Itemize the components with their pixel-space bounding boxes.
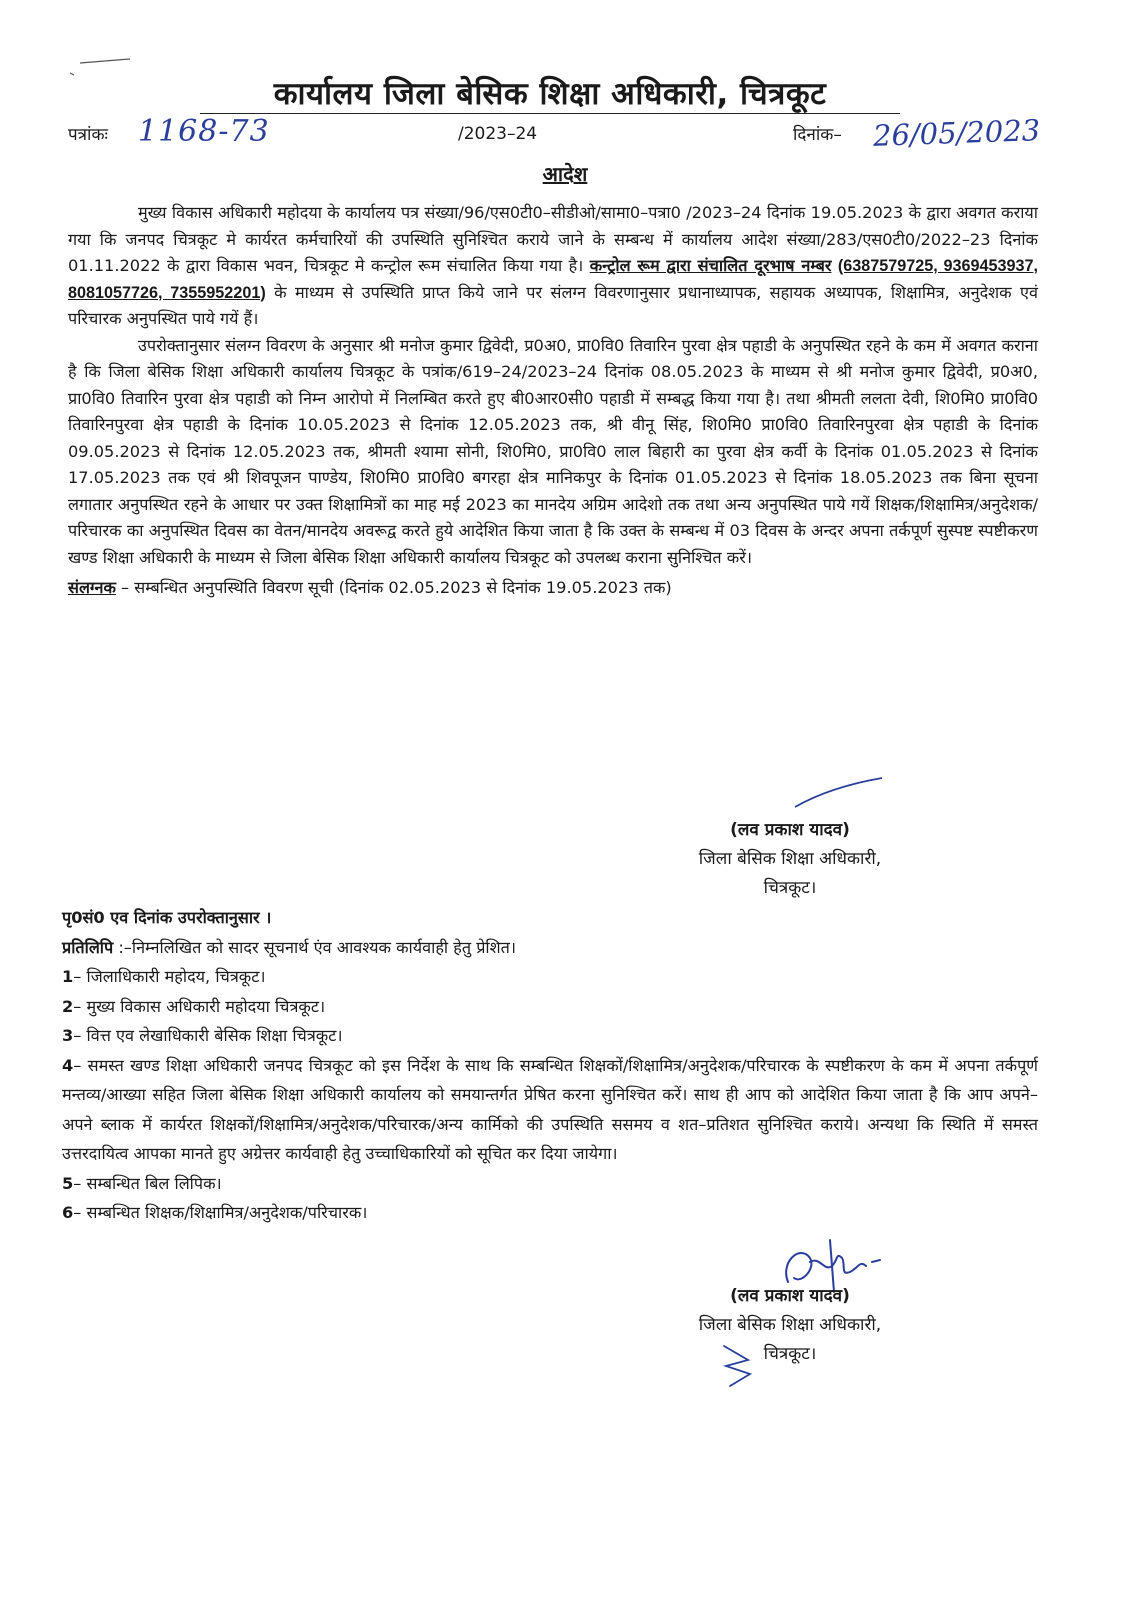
copy-item-number: 3 xyxy=(62,1026,74,1045)
copy-ref-line: पृ0सं0 एव दिनांक उपरोक्तानुसार । xyxy=(62,908,272,927)
order-body xyxy=(68,200,1038,602)
copy-item xyxy=(62,1051,1038,1169)
copy-item-text: – वित्त एव लेखाधिकारी बेसिक शिक्षा चित्रकूट। xyxy=(73,1026,343,1045)
ref-year: /2023–24 xyxy=(458,124,538,144)
signature-block-1 xyxy=(640,816,940,903)
signatory-name: (लव प्रकाश यादव) xyxy=(730,1286,850,1306)
copy-item-text: – सम्बन्धित बिल लिपिक। xyxy=(73,1173,222,1193)
copy-item xyxy=(62,992,1038,1022)
copy-item-number: 1 xyxy=(62,967,74,986)
copy-item-text: – जिलाधिकारी महोदय, चित्रकूट। xyxy=(73,967,266,986)
copy-item xyxy=(62,962,1038,992)
date-label: दिनांक– xyxy=(793,125,842,145)
copy-item xyxy=(62,1021,1038,1051)
copy-item-number: 5 xyxy=(62,1173,74,1193)
order-heading: आदेश xyxy=(542,162,588,186)
copy-intro xyxy=(62,933,1038,963)
attachment-label: संलग्नक xyxy=(68,578,116,597)
reference-row xyxy=(68,113,1058,156)
copy-item-text: – सम्बन्धित शिक्षक/शिक्षामित्र/अनुदेशक/परिचारक। xyxy=(73,1203,368,1222)
copy-intro-text: :–निम्नलिखित को सादर सूचनार्थ एंव आवश्यक कार्यवाही हेतु प्रेशित। xyxy=(113,937,516,957)
copy-item-number: 6 xyxy=(62,1203,74,1222)
copy-item-text: – मुख्य विकास अधिकारी महोदया चित्रकूट। xyxy=(73,996,326,1016)
attachment-text: – सम्बन्धित अनुपस्थिति विवरण सूची (दिनांक 02.05.2023 से दिनांक 19.05.2023 तक) xyxy=(115,578,672,597)
signatory-designation: जिला बेसिक शिक्षा अधिकारी, xyxy=(698,1315,882,1335)
copy-item xyxy=(62,1169,1038,1199)
title-underline xyxy=(200,113,900,114)
copy-item xyxy=(62,1198,1038,1228)
control-room-highlight: कन्ट्रोल रूम द्वारा संचालित दूरभाष नम्बर xyxy=(589,256,832,275)
copy-section xyxy=(62,903,1038,1228)
scan-mark xyxy=(70,55,140,80)
copy-item-text: – समस्त खण्ड शिक्षा अधिकारी जनपद चित्रकूट को इस निर्देश के साथ कि सम्बन्धित शिक्षकों/शिक्षामित्र/अनुदेशक/परिचारक के स्पष्टीकरण के कम में अपना तर्कपूर्ण मन्तव्य/आख्या सहित जिला बेसिक शिक्षा अधिकारी कार्यालय को समयान्तर्गत प्रेषित करना सुनिश्चित करें। साथ ही आप को आदेशित किया जाता है कि आप अपने–अपने ब्लाक में कार्यरत शिक्षकों/शिक्षामित्र/अनुदेशक/परिचारक/अन्य कार्मिको की उपस्थिति ससमय व शत–प्रतिशत सुनिश्चित कराये। अन्यथा कि स्थिति में समस्त उत्तरदायित्व आपका मानते हुए अग्रेत्तर कार्यवाही हेतु उच्चाधिकारियों को सूचित कर दिया जायेगा। xyxy=(62,1055,1038,1163)
date-handwritten: 26/05/2023 xyxy=(872,113,1041,153)
ref-number-handwritten: 1168-73 xyxy=(138,114,270,149)
copy-item-number: 2 xyxy=(62,996,74,1016)
signatory-place: चित्रकूट। xyxy=(763,1344,817,1364)
copy-intro-label: प्रतिलिपि xyxy=(62,937,114,957)
signatory-designation: जिला बेसिक शिक्षा अधिकारी, xyxy=(698,849,882,869)
dispatch-mark-icon xyxy=(720,1340,760,1390)
signature-stroke xyxy=(790,775,890,815)
paragraph-1-part-1: मुख्य विकास अधिकारी महोदया के कार्यालय पत्र संख्या/96/एस0टी0–सीडीओ/सामा0–पत्रा0 /2023–24 दिनांक 19.05.2023 के द्वारा अवगत कराया गया कि जनपद चित्रकूट मे कार्यरत कर्मचारियों की उपस्थिति सुनिश्चित कराये जाने के सम्बन्ध में कार्यालय आदेश संख्या/283/एस0टी0/2022–23 दिनांक 01.11.2022 के द्वारा विकास भवन, चित्रकूट मे कन्ट्रोल रूम संचालित किया गया है। xyxy=(68,203,1038,275)
paragraph-1 xyxy=(68,200,1038,333)
paragraph-2: उपरोक्तानुसार संलग्न विवरण के अनुसार श्री मनोज कुमार द्विवेदी, प्र0अ0, प्रा0वि0 तिवारिन पुरवा क्षेत्र पहाडी के अनुपस्थित रहने के कम में अवगत कराना है कि जिला बेसिक शिक्षा अधिकारी कार्यालय चित्रकूट के पत्रांक/619–24/2023–24 दिनांक 08.05.2023 के माध्यम से श्री मनोज कुमार द्विवेदी, प्र0अ0, प्रा0वि0 तिवारिन पुरवा क्षेत्र पहाडी को निम्न आरोपो में निलम्बित करते हुए बी0आर0सी0 पहाडी में सम्बद्ध किया गया है। तथा श्रीमती ललता देवी, शि0मि0 प्रा0वि0 तिवारिनपुरवा क्षेत्र पहाडी के दिनांक 10.05.2023 से दिनांक 12.05.2023 तक, श्री वीनू सिंह, शि0मि0 प्रा0वि0 तिवारिनपुरवा क्षेत्र पहाडी के दिनांक 09.05.2023 से दिनांक 12.05.2023 तक, श्रीमती श्यामा सोनी, शि0मि0, प्रा0वि0 लाल बिहारी का पुरवा क्षेत्र कर्वी के दिनांक 01.05.2023 से दिनांक 17.05.2023 तक एवं श्री शिवपूजन पाण्डेय, शि0मि0 प्रा0वि0 बगरहा क्षेत्र मानिकपुर के दिनांक 01.05.2023 से दिनांक 18.05.2023 तक बिना सूचना लगातार अनुपस्थित रहने के आधार पर उक्त शिक्षामित्रों का माह मई 2023 का मानदेय अग्रिम आदेशो तक तथा अन्य अनुपस्थित पाये गयें शिक्षक/शिक्षामित्र/अनुदेशक/परिचारक का अनुपस्थित दिवस का वेतन/मानदेय अवरूद्व करते हुये आदेशित किया जाता है कि उक्त के सम्बन्ध में 03 दिवस के अन्दर अपना तर्कपूर्ण सुस्पष्ट स्पष्टीकरण खण्ड शिक्षा अधिकारी के माध्यम से जिला बेसिक शिक्षा अधिकारी कार्यालय चित्रकूट को उपलब्ध कराना सुनिश्चित करें। xyxy=(68,335,1038,567)
paragraph-1-part-2: के माध्यम से उपस्थिति प्राप्त किये जाने पर संलग्न विवरणानुसार प्रधानाध्यापक, सहायक अध्यापक, शिक्षामित्र, अनुदेशक एवं परिचारक अनुपस्थित पाये गयें हैं। xyxy=(68,282,1038,328)
office-title: कार्यालय जिला बेसिक शिक्षा अधिकारी, चित्रकूट xyxy=(273,76,827,112)
signatory-name: (लव प्रकाश यादव) xyxy=(730,820,850,840)
signatory-place: चित्रकूट। xyxy=(763,878,817,898)
attachment-line xyxy=(68,575,1038,602)
ref-label: पत्रांकः xyxy=(68,125,108,145)
signature-block-2 xyxy=(640,1282,940,1369)
copy-item-number: 4 xyxy=(62,1055,74,1075)
phone-numbers: (6387579725, 9369453937, 8081057726, 7355952201) xyxy=(68,257,1039,302)
